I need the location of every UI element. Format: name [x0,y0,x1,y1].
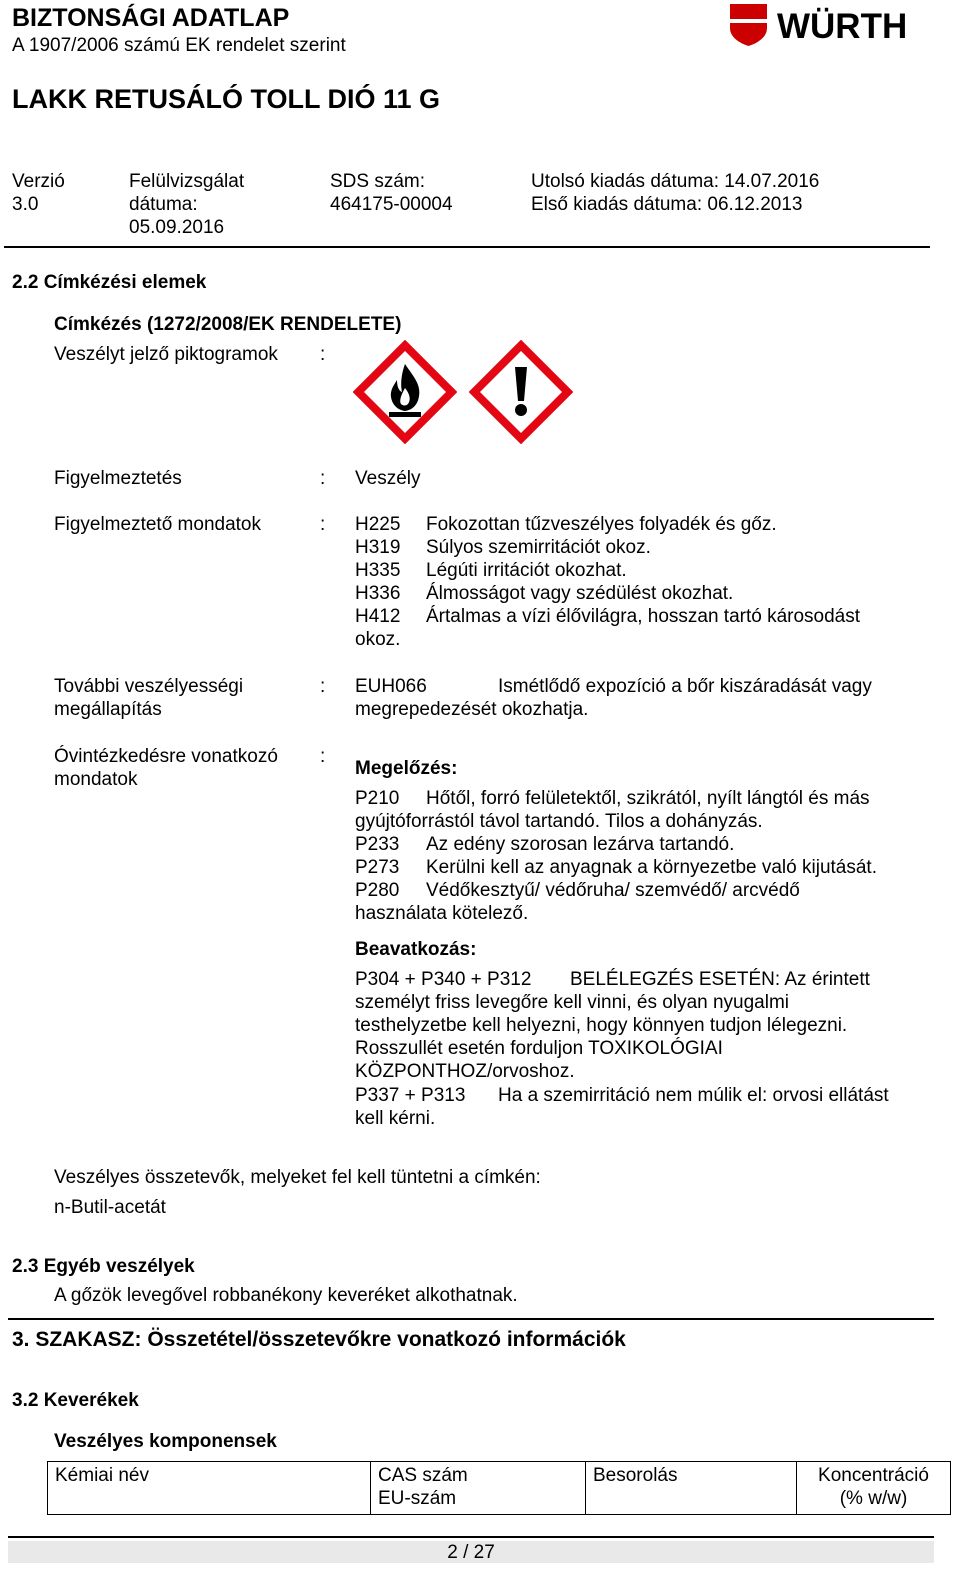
prevention-line [355,879,800,902]
section-3-2-heading: 3.2 Keverékek [12,1390,139,1411]
pictograms-label: Veszélyt jelző piktogramok [54,344,278,365]
page-number: 2 / 27 [447,1542,495,1563]
response-line: BELÉLEGZÉS ESETÉN: Az érintett [570,969,870,990]
prevention-line: használata kötelező. [355,903,529,924]
first-issue-date: Első kiadás dátuma: 06.12.2013 [531,194,803,215]
h-text: Álmosságot vagy szédülést okozhat. [426,583,734,604]
p-text: Az edény szorosan lezárva tartandó. [426,834,735,855]
response-line: Rosszullét esetén forduljon TOXIKOLÓGIAI [355,1038,723,1059]
table-header-row [48,1462,951,1515]
wurth-logo [727,2,942,50]
components-label: Veszélyes összetevők, melyeket fel kell tüntetni a címkén: [54,1167,541,1188]
component-name: n-Butil-acetát [54,1197,166,1218]
hazard-statement [355,559,627,582]
precautionary-label-2: mondatok [54,769,138,790]
exclamation-pictogram-icon [469,340,573,444]
colon: : [320,344,326,365]
column-header: Besorolás [586,1462,797,1515]
signal-word: Veszély [355,468,421,489]
header-divider [4,246,930,248]
response-code: P337 + P313 [355,1085,466,1106]
prevention-line: gyújtóforrástól távol tartandó. Tilos a dohányzás. [355,811,763,832]
p-text: Védőkesztyű/ védőruha/ szemvédő/ arcvédő [426,880,800,901]
prevention-line [355,833,735,856]
product-name: LAKK RETUSÁLÓ TOLL DIÓ 11 G [12,84,441,114]
h-text: Súlyos szemirritációt okoz. [426,537,651,558]
colon: : [320,676,326,697]
euh-text-2: megrepedezését okozhatja. [355,699,589,720]
version-label: Verzió [12,171,65,192]
h-text: Fokozottan tűzveszélyes folyadék és gőz. [426,514,777,535]
revision-value: 05.09.2016 [129,217,225,238]
flame-pictogram-icon [353,340,457,444]
p-code: P210 [355,788,400,809]
p-code: P273 [355,857,400,878]
h-text: Légúti irritációt okozhat. [426,560,627,581]
p-code: P233 [355,834,400,855]
hazard-statement-wrap: okoz. [355,629,401,650]
footer-divider [8,1536,934,1538]
p-text: Hőtől, forró felületektől, szikrától, nyílt lángtól és más [426,788,870,809]
revision-label-2: dátuma: [129,194,198,215]
response-line: személyt friss levegőre kell vinni, és olyan nyugalmi [355,992,790,1013]
euh-text: Ismétlődő expozíció a bőr kiszáradását vagy [498,676,872,697]
response-heading: Beavatkozás: [355,939,477,960]
h-code: H336 [355,583,401,604]
prevention-line [355,856,877,879]
h-text: Ártalmas a vízi élővilágra, hosszan tartó károsodást [426,606,861,627]
signal-word-label: Figyelmeztetés [54,468,182,489]
hazard-statement [355,605,861,628]
p-text: Kerülni kell az anyagnak a környezetbe való kijutását. [426,857,877,878]
hazard-statement [355,582,734,605]
h-code: H412 [355,606,401,627]
prevention-line [355,787,870,810]
section-2-3-heading: 2.3 Egyéb veszélyek [12,1256,195,1277]
last-issue-date: Utolsó kiadás dátuma: 14.07.2016 [531,171,820,192]
svg-text:WÜRTH: WÜRTH [777,7,908,46]
revision-label: Felülvizsgálat [129,171,245,192]
response-line: Ha a szemirritáció nem múlik el: orvosi ellátást [498,1085,889,1106]
p-code: P280 [355,880,400,901]
hazard-statement [355,513,777,536]
labelling-heading: Címkézés (1272/2008/EK RENDELETE) [54,314,402,335]
response-code: P304 + P340 + P312 [355,969,532,990]
column-header: CAS szám EU-szám [371,1462,586,1515]
response-line: KÖZPONTHOZ/orvoshoz. [355,1061,575,1082]
section-3-heading: 3. SZAKASZ: Összetétel/összetevőkre vonatkozó információk [12,1328,626,1351]
document-title: BIZTONSÁGI ADATLAP [12,4,290,32]
response-line: kell kérni. [355,1108,436,1129]
colon: : [320,746,326,767]
colon: : [320,468,326,489]
other-hazards-text: A gőzök levegővel robbanékony keveréket alkothatnak. [54,1285,518,1306]
supplemental-label-2: megállapítás [54,699,162,720]
section-2-2-heading: 2.2 Címkézési elemek [12,272,207,293]
response-line: testhelyzetbe kell helyezni, hogy könnyen tudjon lélegezni. [355,1015,848,1036]
column-header: Kémiai név [48,1462,371,1515]
precautionary-label: Óvintézkedésre vonatkozó [54,746,278,767]
h-code: H225 [355,514,401,535]
hazard-statements-label: Figyelmeztető mondatok [54,514,261,535]
euh-code: EUH066 [355,676,427,697]
h-code: H319 [355,537,401,558]
h-code: H335 [355,560,401,581]
components-table-title: Veszélyes komponensek [54,1431,277,1452]
version-value: 3.0 [12,194,39,215]
hazard-statement [355,536,651,559]
sds-value: 464175-00004 [330,194,453,215]
column-header: Koncentráció (% w/w) [797,1462,951,1515]
regulation-subtitle: A 1907/2006 számú EK rendelet szerint [12,35,346,56]
section-divider [8,1318,934,1320]
colon: : [320,514,326,535]
components-table [47,1461,951,1515]
supplemental-label: További veszélyességi [54,676,244,697]
prevention-heading: Megelőzés: [355,758,458,779]
sds-label: SDS szám: [330,171,426,192]
